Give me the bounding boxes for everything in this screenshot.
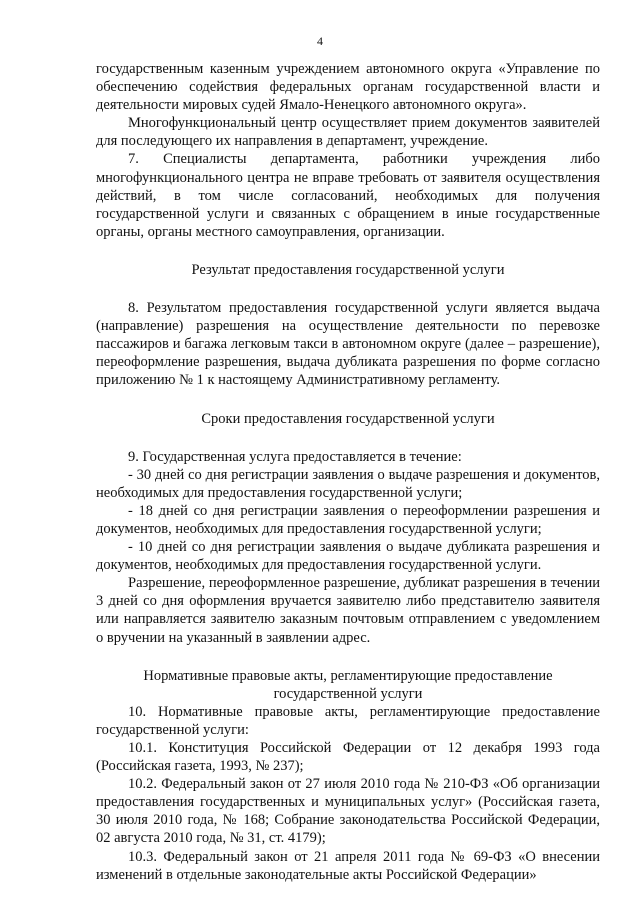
paragraph-9-item-2: - 18 дней со дня регистрации заявления о переоформлении разрешения и документов, необходимых для предоставления государственной услуги; — [96, 502, 600, 537]
document-body — [96, 60, 600, 884]
paragraph-10-1: 10.1. Конституция Российской Федерации от 12 декабря 1993 года (Российская газета, 1993, № 237); — [96, 740, 600, 775]
heading-terms: Сроки предоставления государственной услуги — [201, 410, 495, 427]
paragraph-10-2: 10.2. Федеральный закон от 27 июля 2010 года № 210-ФЗ «Об организации предоставления государственных и муниципальных услуг» (Российская газета, 30 июля 2010 года, № 168; Собрание законодательства Российской Федерации, 02 августа 2010 года, № 31, ст. 4179); — [96, 776, 600, 847]
paragraph-10: 10. Нормативные правовые акты, регламентирующие предоставление государственной услуги: — [96, 703, 600, 738]
paragraph-intro: государственным казенным учреждением автономного округа «Управление по обеспечению содействия федеральных органам государственной власти и деятельности мировых судей Ямало-Ненецкого автономного округа». — [96, 61, 600, 114]
paragraph-9-item-3: - 10 дней со дня регистрации заявления о выдаче дубликата разрешения и документов, необходимых для предоставления государственной услуги. — [96, 539, 600, 574]
paragraph-9-delivery: Разрешение, переоформленное разрешение, дубликат разрешения в течении 3 дней со дня оформления вручается заявителю либо представителю заявителя или направляется заявителю заказным почтовым отправлением с уведомлением о вручении на указанный в заявлении адрес. — [96, 575, 600, 646]
page-number: 4 — [317, 34, 323, 48]
heading-acts-line-1: Нормативные правовые акты, регламентирующие предоставление — [143, 667, 553, 684]
paragraph-9: 9. Государственная услуга предоставляется в течение: — [128, 448, 462, 465]
paragraph-9-item-1: - 30 дней со дня регистрации заявления о выдаче разрешения и документов, необходимых для предоставления государственной услуги; — [96, 466, 600, 501]
paragraph-7: 7. Специалисты департамента, работники учреждения либо многофункционального центра не вправе требовать от заявителя осуществления действий, в том числе согласований, необходимых для получения государственной услуги и связанных с обращением в иные государственные органы, органы местного самоуправления, организации. — [96, 151, 600, 240]
heading-result: Результат предоставления государственной услуги — [191, 261, 505, 278]
paragraph-8: 8. Результатом предоставления государственной услуги является выдача (направление) разрешения на осуществление деятельности по перевозке пассажиров и багажа легковым такси в автономном округе (далее – разрешение), переоформление разрешения, выдача дубликата разрешения по форме согласно приложению № 1 к настоящему Административному регламенту. — [96, 300, 600, 389]
paragraph-10-3: 10.3. Федеральный закон от 21 апреля 2011 года № 69-ФЗ «О внесении изменений в отдельные законодательные акты Российской Федерации» — [96, 848, 600, 883]
paragraph-mfc: Многофункциональный центр осуществляет прием документов заявителей для последующего их направления в департамент, учреждение. — [96, 115, 600, 150]
heading-acts-line-2: государственной услуги — [273, 685, 423, 702]
